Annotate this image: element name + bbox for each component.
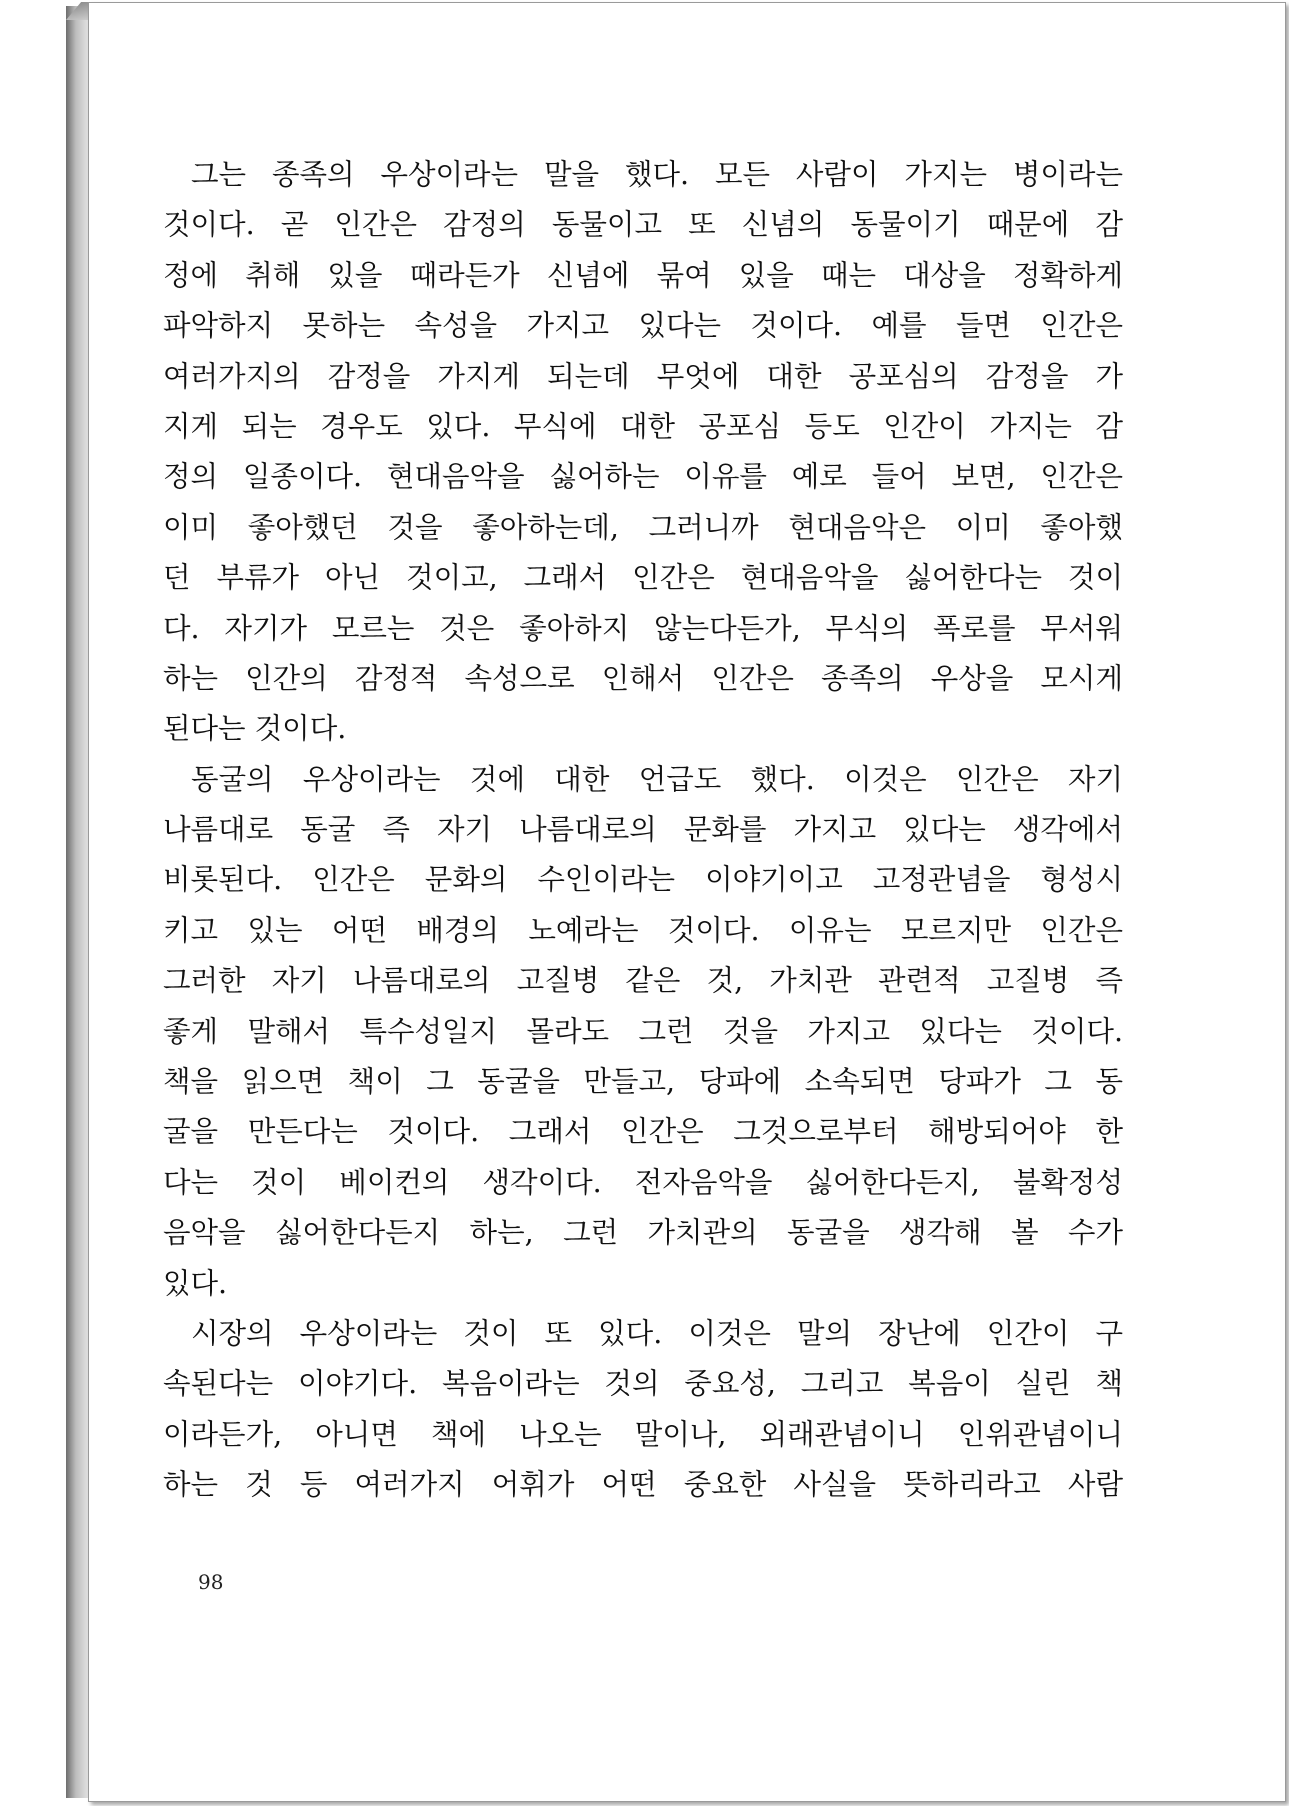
text-line: 다. 자기가 모르는 것은 좋아하지 않는다든가, 무식의 폭로를 무서워 xyxy=(163,611,1123,645)
text-line: 나름대로 동굴 즉 자기 나름대로의 문화를 가지고 있다는 생각에서 xyxy=(163,813,1123,847)
text-line: 동굴의 우상이라는 것에 대한 언급도 했다. 이것은 인간은 자기 xyxy=(191,762,1123,796)
text-line: 그러한 자기 나름대로의 고질병 같은 것, 가치관 관련적 고질병 즉 xyxy=(163,964,1123,998)
text-line: 좋게 말해서 특수성일지 몰라도 그런 것을 가지고 있다는 것이다. xyxy=(163,1014,1123,1048)
text-line: 하는 인간의 감정적 속성으로 인해서 인간은 종족의 우상을 모시게 xyxy=(163,661,1123,695)
text-line: 여러가지의 감정을 가지게 되는데 무엇에 대한 공포심의 감정을 가 xyxy=(163,359,1123,393)
page-number: 98 xyxy=(198,1570,224,1594)
text-line: 굴을 만든다는 것이다. 그래서 인간은 그것으로부터 해방되어야 한 xyxy=(163,1115,1123,1149)
text-line: 그는 종족의 우상이라는 말을 했다. 모든 사람이 가지는 병이라는 xyxy=(191,158,1123,191)
text-line: 책을 읽으면 책이 그 동굴을 만들고, 당파에 소속되면 당파가 그 동 xyxy=(163,1065,1123,1099)
body-text xyxy=(163,150,1123,1511)
text-line: 하는 것 등 여러가지 어휘가 어떤 중요한 사실을 뜻하리라고 사람 xyxy=(163,1468,1123,1502)
text-line: 지게 되는 경우도 있다. 무식에 대한 공포심 등도 인간이 가지는 감 xyxy=(163,409,1123,443)
book-spine xyxy=(66,6,88,1798)
text-line: 정에 취해 있을 때라든가 신념에 묶여 있을 때는 대상을 정확하게 xyxy=(163,258,1123,292)
text-line: 비롯된다. 인간은 문화의 수인이라는 이야기이고 고정관념을 형성시 xyxy=(163,863,1123,897)
text-line: 이미 좋아했던 것을 좋아하는데, 그러니까 현대음악은 이미 좋아했 xyxy=(163,510,1123,544)
text-line: 키고 있는 어떤 배경의 노예라는 것이다. 이유는 모르지만 인간은 xyxy=(163,913,1123,947)
text-line: 정의 일종이다. 현대음악을 싫어하는 이유를 예로 들어 보면, 인간은 xyxy=(163,460,1123,494)
text-line: 다는 것이 베이컨의 생각이다. 전자음악을 싫어한다든지, 불확정성 xyxy=(163,1165,1123,1199)
text-line: 파악하지 못하는 속성을 가지고 있다는 것이다. 예를 들면 인간은 xyxy=(163,309,1123,343)
text-line: 시장의 우상이라는 것이 또 있다. 이것은 말의 장난에 인간이 구 xyxy=(191,1316,1123,1350)
text-line: 것이다. 곧 인간은 감정의 동물이고 또 신념의 동물이기 때문에 감 xyxy=(163,208,1123,242)
text-line: 이라든가, 아니면 책에 나오는 말이나, 외래관념이니 인위관념이니 xyxy=(163,1417,1123,1451)
text-line: 음악을 싫어한다든지 하는, 그런 가치관의 동굴을 생각해 볼 수가 xyxy=(163,1216,1123,1250)
text-line: 된다는 것이다. xyxy=(163,712,347,746)
text-line: 있다. xyxy=(163,1266,228,1300)
text-line: 속된다는 이야기다. 복음이라는 것의 중요성, 그리고 복음이 실린 책 xyxy=(163,1367,1123,1401)
text-line: 던 부류가 아닌 것이고, 그래서 인간은 현대음악을 싫어한다는 것이 xyxy=(163,561,1123,595)
